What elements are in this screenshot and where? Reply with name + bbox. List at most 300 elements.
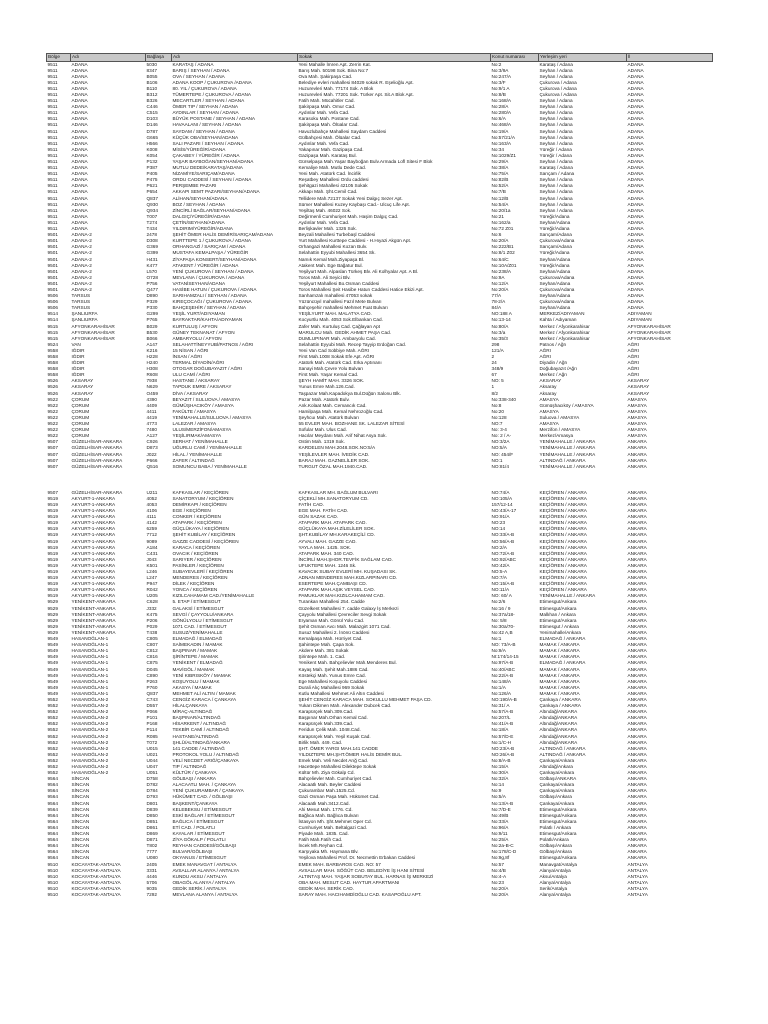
table-cell: ŞEYH HAMİT MAH. 3326 SOK. (298, 378, 365, 384)
table-cell: ADANA (71, 219, 88, 225)
table-cell: ANKARA (627, 538, 647, 544)
table-cell: Merkez/Amasya (539, 433, 574, 439)
table-cell: 9511 (47, 177, 58, 183)
table-cell: Yüreğir / Adana (539, 152, 572, 158)
table-cell: Cumhuriyet Mah. Beltalgazi Cad. (298, 824, 368, 830)
table-cell: KAVACIK SUBAY EVLERİ MH. KUŞADASI SK. (298, 569, 397, 574)
table-cell: ELMADAĞ / ELMADAĞ (172, 636, 223, 642)
table-cell: ADANA (627, 79, 644, 85)
table-cell: ANKARA (627, 532, 647, 538)
table-cell: IĞDIR (71, 354, 85, 359)
table-cell: Merkez / Afyonkarahisar (539, 323, 590, 329)
column-header: Sokak (298, 54, 491, 62)
table-cell: GÖLBAŞI / ANKARA (172, 776, 217, 782)
table-cell: Çukurova/Adana (539, 238, 575, 244)
table-cell: Toros Mah. Ali Seyici Blv. (298, 274, 351, 280)
table-cell: Çankaya/Ankara (539, 800, 575, 806)
table-cell: 9519 (47, 520, 58, 526)
table-cell: No:3/9A (491, 67, 509, 73)
table-cell: 141 CADDE / ALTINDAĞ (172, 745, 225, 751)
table-cell: AVSALLAR MAH. SÖĞÜT CAD. BELEDİYE İŞ HANI SİTESİ (298, 867, 425, 873)
table-cell: Seyhan / Adana (539, 104, 573, 110)
table-cell: ADANA (71, 128, 88, 134)
table-cell: 3331 (146, 867, 157, 873)
table-cell: C743 (146, 696, 158, 702)
table-cell: 9552 (47, 703, 58, 709)
table-cell: ANKARA (627, 599, 647, 605)
table-cell: KEÇİÖREN / ANKARA (539, 495, 587, 501)
table-cell: ADANA (71, 177, 88, 183)
table-cell: KEÇİÖREN / ANKARA (539, 587, 587, 593)
table-cell: No:4/B (491, 867, 506, 873)
table-cell: TARSUS (71, 293, 91, 299)
table-cell: YENİKENT-ANKARA (71, 623, 116, 629)
table-cell: L570 (146, 268, 157, 274)
table-cell: D801 (146, 800, 158, 806)
table-cell: NO:2/A (491, 544, 507, 550)
table-cell: KARDELEN MAH.2048.SOK.NO:5/A (298, 445, 376, 451)
table-cell: U205 (146, 593, 158, 599)
table-cell: ADANA (627, 98, 644, 104)
table-cell: ADANA-2 (71, 268, 92, 274)
table-cell: P029 (146, 623, 158, 629)
table-cell: ADANA (627, 140, 644, 146)
table-cell: ÇAKABEY / YÜREĞİR / ADANA (172, 152, 240, 158)
table-cell: Seyhan / Adana (539, 177, 573, 183)
table-cell: No:2/6 (491, 599, 506, 605)
table-cell: ADIYAMAN (627, 317, 652, 323)
table-cell: 9511 (47, 122, 58, 128)
table-cell: Seyhan / Adana (539, 110, 573, 116)
table-cell: YEŞİLEVLER MAH. İVEDİK CAD. (298, 451, 370, 457)
table-cell: ADANA (71, 116, 88, 122)
table-cell: ADANA KOOP / ÇUKUROVA /ADANA (172, 79, 252, 85)
table-cell: Yurt Mahallesi Kurttepe Caddesi - H.Hıyazi Akgün Apt. (298, 238, 412, 244)
table-cell: ADANA (71, 110, 88, 116)
table-cell: Beyzali Mahallesi Turbebaşl Caddesi (298, 232, 376, 238)
table-cell: 9564 (47, 812, 58, 818)
table-cell: AKSARAY (627, 390, 650, 396)
table-row (47, 61, 713, 68)
table-cell: 9511 (47, 165, 58, 171)
table-cell: ADANA (627, 159, 644, 164)
table-cell: No:72 Z01 (491, 226, 514, 232)
table-cell: ZİYAPAŞA KONSERT/SEYHAN/ADANA (172, 256, 257, 262)
table-cell: No:41/A-B (491, 721, 514, 727)
table-cell: 9506 (47, 305, 58, 311)
table-cell: No:23 (491, 879, 505, 885)
table-cell: Huzurevleri Mah. 77201 Sok. Türker Apt. Sit.A Blok Apt. (298, 91, 414, 97)
table-cell: No:30/A (491, 770, 509, 776)
table-cell: Seyhan/Adana (539, 268, 571, 274)
table-cell: B530 (146, 329, 158, 335)
table-cell: GÜZELHİSAR-ANKARA (71, 445, 123, 451)
table-cell: 9519 (47, 508, 58, 514)
table-cell: Güzelkent Mahallesi 7. cadde Galaxy İş Merkezi (298, 605, 399, 611)
table-cell: Zafer Mah. Kurtuluş Cad. Çağlayan Apt (298, 323, 381, 329)
table-cell: Bağlıca Mah. Bağlıca Bulvarı (298, 812, 359, 818)
table-cell: OBA MAH. MESUT CAD. HAYTUR APARTMANI (298, 879, 400, 885)
table-cell: Alanya/Antalya (539, 867, 571, 873)
table-cell: ÇİÇEKLİ MH.SANATORYUM CD. (298, 495, 369, 501)
table-cell: ULUS/MERZİFON/AMASYA (172, 427, 232, 433)
table-cell: ADANA (627, 305, 644, 311)
table-cell: 9511 (47, 213, 58, 219)
table-cell: ANKARA (627, 526, 647, 532)
table-cell: AKSARAY (71, 384, 94, 390)
table-cell: Ova Mah. Şakirpaşa Cad. (298, 73, 353, 79)
table-cell: 9526 (47, 384, 58, 390)
table-cell: NO:91/A (491, 514, 510, 520)
table-cell: ADANA (71, 226, 88, 232)
table-cell: 9552 (47, 696, 58, 702)
table-cell: 9564 (47, 782, 58, 788)
table-cell: 9549 (47, 642, 58, 648)
table-cell: ALTINDAĞ / ANKARA (539, 745, 586, 751)
table-cell: Merkez / Afyonkarahisar (539, 329, 590, 335)
table-cell: 9035 (146, 885, 157, 891)
table-cell: ADANA (627, 232, 644, 238)
table-cell: 9564 (47, 776, 58, 782)
table-cell: 9511 (47, 61, 58, 67)
table-cell: Berlişkavler Mah. 1326 Sok. (298, 226, 357, 232)
table-cell: 4142 (146, 520, 157, 526)
table-cell: Şehit Osman Avcı Mah. Malazgirt 1071 Cad. (298, 623, 391, 629)
table-cell: 9519 (47, 569, 58, 574)
table-cell: Huzurevleri Mah. 77174 Sok. A Blok (298, 85, 374, 91)
table-cell: SARIYER / KEÇİÖREN (172, 556, 222, 562)
table-cell: T438 (146, 629, 158, 635)
table-cell: 9515 (47, 329, 58, 335)
table-cell: No:33/A (491, 818, 509, 824)
table-cell: R085 (146, 733, 158, 739)
table-cell: Alanya/Antalya (539, 891, 571, 897)
table-cell: Seyhan / Adana (539, 201, 573, 207)
table-cell: ATAPARK MAH. ATAPARK CAD. (298, 520, 367, 526)
table-cell: AKYURT-1-ANKARA (71, 575, 116, 581)
table-cell: ANKARA (627, 672, 647, 678)
table-cell: KEÇİÖREN / ANKARA (539, 569, 587, 574)
table-cell: MAMAK / ANKARA (539, 642, 580, 648)
table-cell: 9519 (47, 556, 58, 562)
table-cell: ADANA (627, 146, 644, 152)
table-cell: Sarıçam/Adana (539, 244, 572, 250)
table-cell: AKYURT-1-ANKARA (71, 495, 116, 501)
table-cell: Sanayi Mah.Çevre Yolu Bulvarı (298, 366, 364, 372)
table-cell: TÜMERTEPE / ÇUKUROVA / ADANA (172, 91, 251, 97)
table-cell: HASİBE HATUN / ÇUKUROVA / ADANA (172, 286, 257, 292)
table-cell: NO:23/A-B (491, 745, 515, 751)
table-cell: HASANOĞLAN-2 (71, 770, 109, 776)
table-cell: MUSTAFA KEMALPAŞA / YÜREĞİR (172, 250, 249, 256)
table-cell: AFYONKARAHİSAR (627, 323, 671, 329)
table-cell: NO:56/A-B (491, 538, 515, 544)
table-cell: TERMAL DİYADİN/AĞRI (172, 360, 225, 366)
table-cell: Yüreğir/Adana (539, 213, 570, 219)
table-cell: YILDIZTEPE MH.ŞHT.ÖMER HALİS DEMİR BUL. (298, 751, 403, 757)
table-cell: BEYAZIT / SULUOVA / AMASYA (172, 396, 241, 402)
table-cell: ANKARA (627, 520, 647, 526)
table-cell: Yüreğir/Adana (539, 250, 570, 256)
table-cell: YENİKENT-ANKARA (71, 599, 116, 605)
table-cell: SOMUNCU BABA / YENİMAHALLE (172, 463, 247, 469)
table-cell: NO:1 (491, 457, 503, 463)
table-cell: HASANOĞLAN-1 (71, 666, 109, 672)
table-cell: No:52/A (491, 183, 509, 189)
table-cell: NI:174/14-15 (491, 654, 519, 660)
table-cell: No:30a/70- (491, 623, 515, 629)
table-cell: 9519 (47, 538, 58, 544)
table-cell: SİNCAN (71, 812, 90, 818)
table-cell: Altındağ/ANKARA (539, 715, 578, 721)
table-cell: NO:42/A (491, 562, 510, 568)
table-cell: U015 (146, 745, 158, 751)
table-cell: KIZILCAHAMAM CAD./YENİMAHALLE (172, 593, 255, 599)
table-cell: ANKARA (627, 654, 647, 660)
table-cell: ADANA (627, 177, 644, 183)
table-cell: O728 (146, 274, 158, 280)
table-cell: C816 (146, 654, 158, 660)
table-cell: 9511 (47, 201, 58, 207)
table-cell: No:20/A (491, 286, 509, 292)
column-header: Yerleşim yeri (539, 54, 627, 62)
table-cell: 9549 (47, 666, 58, 672)
table-cell: IĞDIR (71, 372, 85, 378)
table-cell: ANKARA (627, 788, 647, 794)
table-cell: Merkez / Afyonkarahisar (539, 335, 590, 341)
table-cell: DALGIÇ/YÜREĞİR/ADANA (172, 213, 231, 219)
table-cell: NO:190/A-B (491, 696, 517, 702)
table-header (47, 54, 713, 62)
table-cell: Seyhan / Adana (539, 189, 573, 195)
table-cell: Şeyhcuı Mah. Atatürk Bulvarı (298, 414, 359, 420)
table-cell: Şakirpaşa Mah. Omur Cad. (298, 104, 356, 110)
table-cell: ANKARA (627, 508, 647, 514)
table-cell: No:15/A (491, 764, 509, 769)
table-cell: SİNCAN (71, 837, 90, 843)
table-cell: K008 (146, 146, 158, 152)
table-cell: OTOGAR DOĞUBAYAZIT / AĞRI (172, 366, 242, 372)
table-cell: ADANA (627, 195, 644, 201)
table-cell: Altındağ/ANKARA (539, 721, 578, 727)
table-cell: D839 (146, 806, 158, 812)
table-cell: SUSUZ/YENİMAHALLE (172, 629, 223, 635)
table-cell: 9564 (47, 824, 58, 830)
table-cell: Birlik Mah. 449. Cad. (298, 739, 343, 745)
table-cell: 9552 (47, 770, 58, 776)
table-cell: ANKARA (627, 495, 647, 501)
table-cell: P756 (146, 280, 158, 286)
table-cell: D890 (146, 293, 158, 299)
table-cell: SİNCAN (71, 794, 90, 800)
table-cell: No:4-A (491, 873, 507, 879)
table-cell: ADANA (627, 67, 644, 73)
table-cell: ADANA (627, 299, 644, 305)
table-cell: No:42 A,B (491, 629, 513, 635)
table-cell: KOŞUYOLU / MAMAK (172, 678, 220, 684)
table-cell: Etimesgut/Ankara (539, 855, 577, 861)
table-cell: YENİMAHALLE / ANKARA (539, 439, 596, 445)
table-cell: ZİYA GÖKALP / POLATLI (172, 837, 226, 843)
table-cell: No:168/A (491, 98, 512, 104)
table-cell: ATAPARK MAH.AŞIK VEYSEL CAD. (298, 587, 375, 593)
table-cell: Şahintepe Mah. Çapa Sok. (298, 642, 355, 648)
table-cell: GÜNEY TEKNANAT / AFYON (172, 329, 235, 335)
table-cell: HASANOĞLAN-1 (71, 648, 109, 654)
table-cell: 9510 (47, 879, 58, 885)
table-cell: KEÇİÖREN / ANKARA (539, 501, 587, 507)
table-cell: KAFKASLAR MH. BAĞLUM BULVARI (298, 489, 378, 495)
table-cell: No:40/ABC (491, 666, 515, 672)
table-cell: HASANOĞLAN-1 (71, 654, 109, 660)
table-cell: Karapürçek Mah. Yeşil Kuşak Cad. (298, 733, 371, 739)
table-cell: No:28/A (491, 104, 509, 110)
table-cell: AĞRI (627, 372, 639, 378)
table-cell: Emek Mah. Veli Necdet Arığ Cad. (298, 757, 369, 763)
table-cell: NO:14 (491, 526, 506, 532)
table-cell: AMASYA (627, 396, 647, 402)
table-cell: D308 (146, 238, 158, 244)
table-cell: TAPDUK EMRE / AKSARAY (172, 384, 232, 390)
table-cell: Polatlı / Ankara (539, 824, 572, 830)
table-cell: Akdere Mah. 381 Sokak (298, 648, 349, 654)
table-cell: ADANA (71, 152, 88, 158)
table-cell: 77/A (491, 293, 502, 299)
table-cell: ÖMER TIP / SEYHAN / ADANA (172, 104, 238, 110)
table-cell: 9515 (47, 335, 58, 341)
table-cell: YILDIRIM/YÜREĞİR/ADANA (172, 226, 233, 232)
table-cell: ANKARA (627, 855, 647, 861)
table-cell: Gölbaşı/Ankara (539, 849, 572, 855)
table-cell: AKYURT-1-ANKARA (71, 520, 116, 526)
table-cell: ESERTEPE MAH.ÇAMBAŞI CD. (298, 581, 367, 587)
table-cell: D045 (146, 666, 158, 672)
table-cell: SAYDAM / SEYHAN / ADANA (172, 128, 235, 134)
table-cell: Yeşilyurt Mahallesi Bo.Osman Caddesi (298, 280, 380, 286)
table-cell: ANKARA (627, 690, 647, 696)
table-cell: 9511 (47, 195, 58, 201)
table-cell: 9514 (47, 311, 58, 317)
table-cell: Aydınlar Mah. Vefa Cad. (298, 110, 350, 116)
table-cell: HÜKÜMET CAD. / GÖLBAŞI (172, 794, 233, 800)
table-cell: Yeşiltaş Mah. 46022 Sok. (298, 207, 352, 213)
table-cell: No:13/A-B (491, 800, 514, 806)
table-cell: 80. YIL / ÇUKUROVA / ADANA (172, 85, 237, 91)
table-cell: AMBARYOLU / AFYON (172, 335, 222, 341)
table-cell: Altındağ/ANKARA (539, 709, 578, 715)
table-cell: ŞHT.KUBİLAY MH.KARAKEÇİLİ CD. (298, 532, 375, 538)
table-cell: Gürselpaşa Mah.Yaşar Bayboğan Bulv.Armada Lofl Sitesi F Blok (298, 159, 433, 164)
table-cell: Etimesgut/Ankara (539, 599, 577, 605)
table-cell: YENİMAHALLE/SULUOVA / AMASYA (172, 414, 252, 420)
table-cell: ANKARA (627, 721, 647, 727)
table-cell: KURTTEPE 1 / ÇUKUROVA / ADANA (172, 238, 251, 244)
table-cell: 2478 (146, 232, 157, 238)
table-cell: ANKARA (627, 569, 647, 574)
table-cell: Yenikent Mah. Bahçelievler Mah.Menderes Bul. (298, 660, 397, 666)
table-cell: ŞİRİNTEPE / MAMAK (172, 654, 219, 660)
table-cell: ADANA-2 (71, 244, 92, 250)
table-cell: ADANA (627, 85, 644, 91)
table-cell: ADANA (71, 207, 88, 213)
table-cell: 9519 (47, 514, 58, 520)
table-cell: NO:3/2A (491, 439, 510, 445)
table-cell: No:9g,8f (491, 855, 510, 861)
table-cell: Karasoku Mah. Postane Cad. (298, 116, 360, 122)
table-cell: Alacaatlı Mah. Beyler Caddesi (298, 782, 362, 788)
table-cell: ATAPARK MAH. 340 CAD. (298, 550, 354, 556)
table-cell: OVA / SEYHAN / ADANA (172, 73, 225, 79)
table-cell: 9522 (47, 402, 58, 408)
table-cell: SARAY MAH. HACIHAMDİOĞLU CAD. KASAPOĞLU APT. (298, 891, 422, 897)
table-cell: NO:74/A (491, 489, 510, 495)
table-cell: Alacaatlı Mah.3412.Cad. (298, 800, 350, 806)
table-cell: 9510 (47, 891, 58, 897)
table-cell: 9511 (47, 98, 58, 104)
table-cell: No:19/A (491, 128, 509, 134)
table-cell: KOCAYATAK-ANTALYA (71, 891, 121, 897)
table-cell: Q837 (146, 195, 158, 201)
table-cell: 9529 (47, 623, 58, 629)
table-cell: ANKARA (627, 806, 647, 812)
table-cell: 84/A (491, 305, 502, 311)
table-cell: No:126/A (491, 690, 512, 696)
table-cell: No:97/A-B (491, 660, 514, 666)
table-cell: No:57/D-E (491, 733, 514, 739)
table-cell: Aksu/Antalya (539, 873, 567, 879)
table-cell: ALTINDAĞ / ANKARA (539, 751, 586, 757)
table-cell: No:8/1 Z02 (491, 250, 515, 256)
table-cell: T274 (146, 219, 158, 225)
table-cell: 1 (491, 384, 495, 390)
table-cell: U021 (146, 751, 158, 757)
table-cell: Seyhan / Adana (539, 67, 573, 73)
table-cell: HASANOĞLAN-1 (71, 678, 109, 684)
table-cell: NO: 60/ A (491, 593, 512, 599)
table-cell: KARATAŞ / ADANA (172, 61, 214, 67)
table-cell: MENDERES / KEÇİÖREN (172, 575, 228, 581)
table-cell: Feridun Çelik Mah. 1048.Cad. (298, 727, 361, 733)
table-cell: 121/A (491, 347, 504, 353)
table-cell: 9549 (47, 636, 58, 642)
table-cell: ANKARA (627, 457, 647, 463)
table-cell: ADANA (627, 238, 644, 244)
table-cell: Yüreğir / Adana (539, 146, 572, 152)
table-cell: Etimesgut / Ankara (539, 623, 579, 629)
table-cell: D146 (146, 122, 158, 128)
table-cell: No:32/A (491, 776, 509, 782)
table-cell: Ege Mahallesi Koşuyolu Caddesi (298, 678, 368, 684)
table-cell: 9519 (47, 550, 58, 556)
table-cell: C805 (146, 636, 158, 642)
table-cell: ORHANGAZİ / SARIÇAM / ADANA (172, 244, 246, 250)
table-cell: ANKARA (627, 439, 647, 445)
table-cell: 9529 (47, 611, 58, 617)
table-cell: ADANA-2 (71, 280, 92, 286)
table-cell: P066 (146, 709, 158, 715)
table-cell: A127 (146, 433, 158, 439)
table-cell: No:49/B (491, 812, 509, 818)
table-cell: Seyhan / Adana (539, 116, 573, 122)
table-cell: PERŞEMBE PAZARI (172, 183, 217, 189)
table-cell: ADANA (627, 280, 644, 286)
table-cell: SİNCAN (71, 831, 90, 837)
table-cell: 9510 (47, 885, 58, 891)
table-cell: 9558 (47, 347, 58, 353)
table-cell: 4052 (146, 495, 157, 501)
table-cell: 9511 (47, 85, 58, 91)
table-cell: NO:15/A-B (491, 581, 515, 587)
